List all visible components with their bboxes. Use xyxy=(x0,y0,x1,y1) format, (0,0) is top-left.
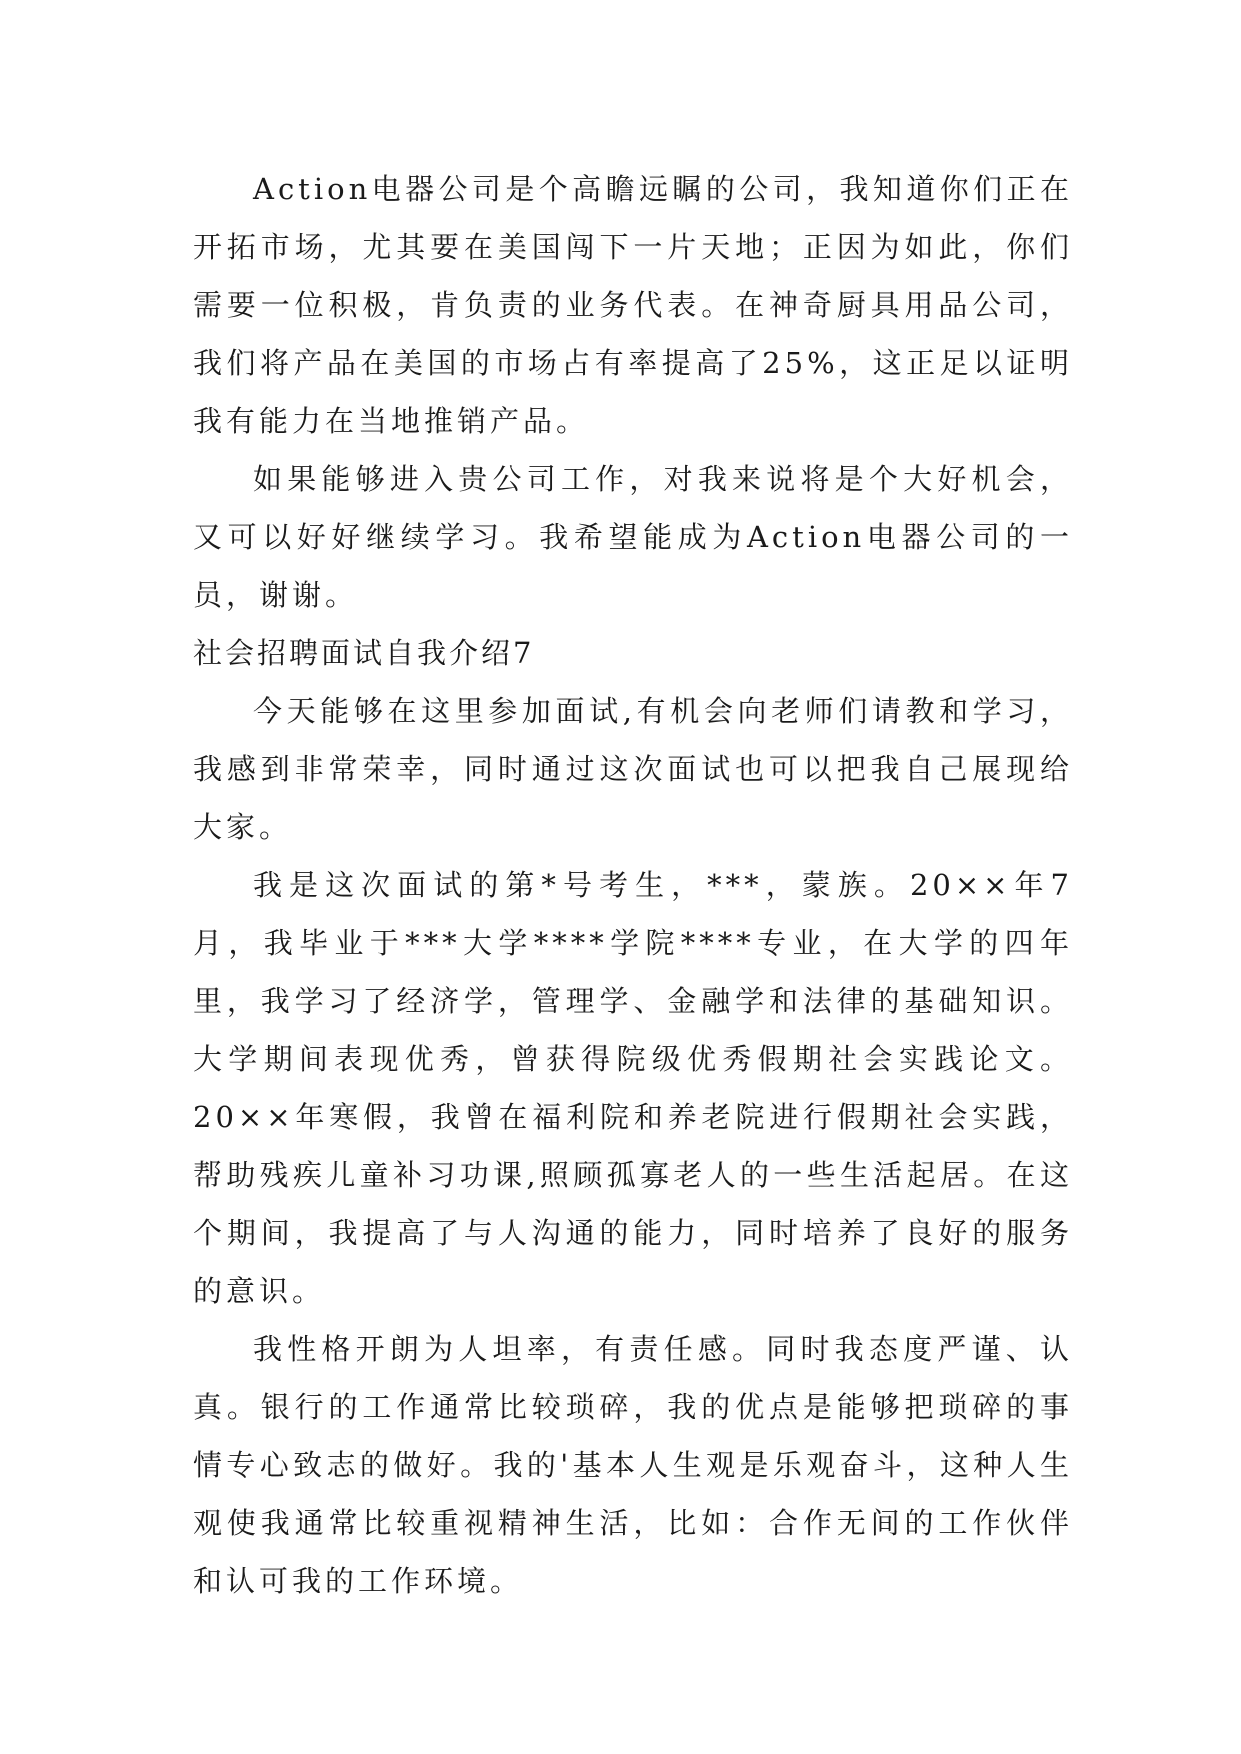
paragraph-education: 我是这次面试的第*号考生，***，蒙族。20××年7月，我毕业于***大学****学院****专业，在大学的四年里，我学习了经济学，管理学、金融学和法律的基础知识。大学期间表现优秀，曾获得院级优秀假期社会实践论文。20××年寒假，我曾在福利院和养老院进行假期社会实践，帮助残疾儿童补习功课,照顾孤寡老人的一些生活起居。在这个期间，我提高了与人沟通的能力，同时培养了良好的服务的意识。 xyxy=(193,868,1073,1308)
paragraph-company-intro: Action电器公司是个高瞻远瞩的公司，我知道你们正在开拓市场，尤其要在美国闯下一片天地；正因为如此，你们需要一位积极，肯负责的业务代表。在神奇厨具用品公司，我们将产品在美国的市场占有率提高了25%，这正足以证明我有能力在当地推销产品。 xyxy=(193,172,1073,438)
section-title: 社会招聘面试自我介绍7 xyxy=(193,636,535,670)
paragraph-closing: 如果能够进入贵公司工作，对我来说将是个大好机会，又可以好好继续学习。我希望能成为Action电器公司的一员，谢谢。 xyxy=(193,462,1073,612)
paragraph-personality: 我性格开朗为人坦率，有责任感。同时我态度严谨、认真。银行的工作通常比较琐碎，我的优点是能够把琐碎的事情专心致志的做好。我的'基本人生观是乐观奋斗，这种人生观使我通常比较重视精神生活，比如：合作无间的工作伙伴和认可我的工作环境。 xyxy=(193,1332,1073,1598)
paragraph-greeting: 今天能够在这里参加面试,有机会向老师们请教和学习，我感到非常荣幸，同时通过这次面试也可以把我自己展现给大家。 xyxy=(193,694,1073,844)
document-body xyxy=(193,160,1073,1610)
